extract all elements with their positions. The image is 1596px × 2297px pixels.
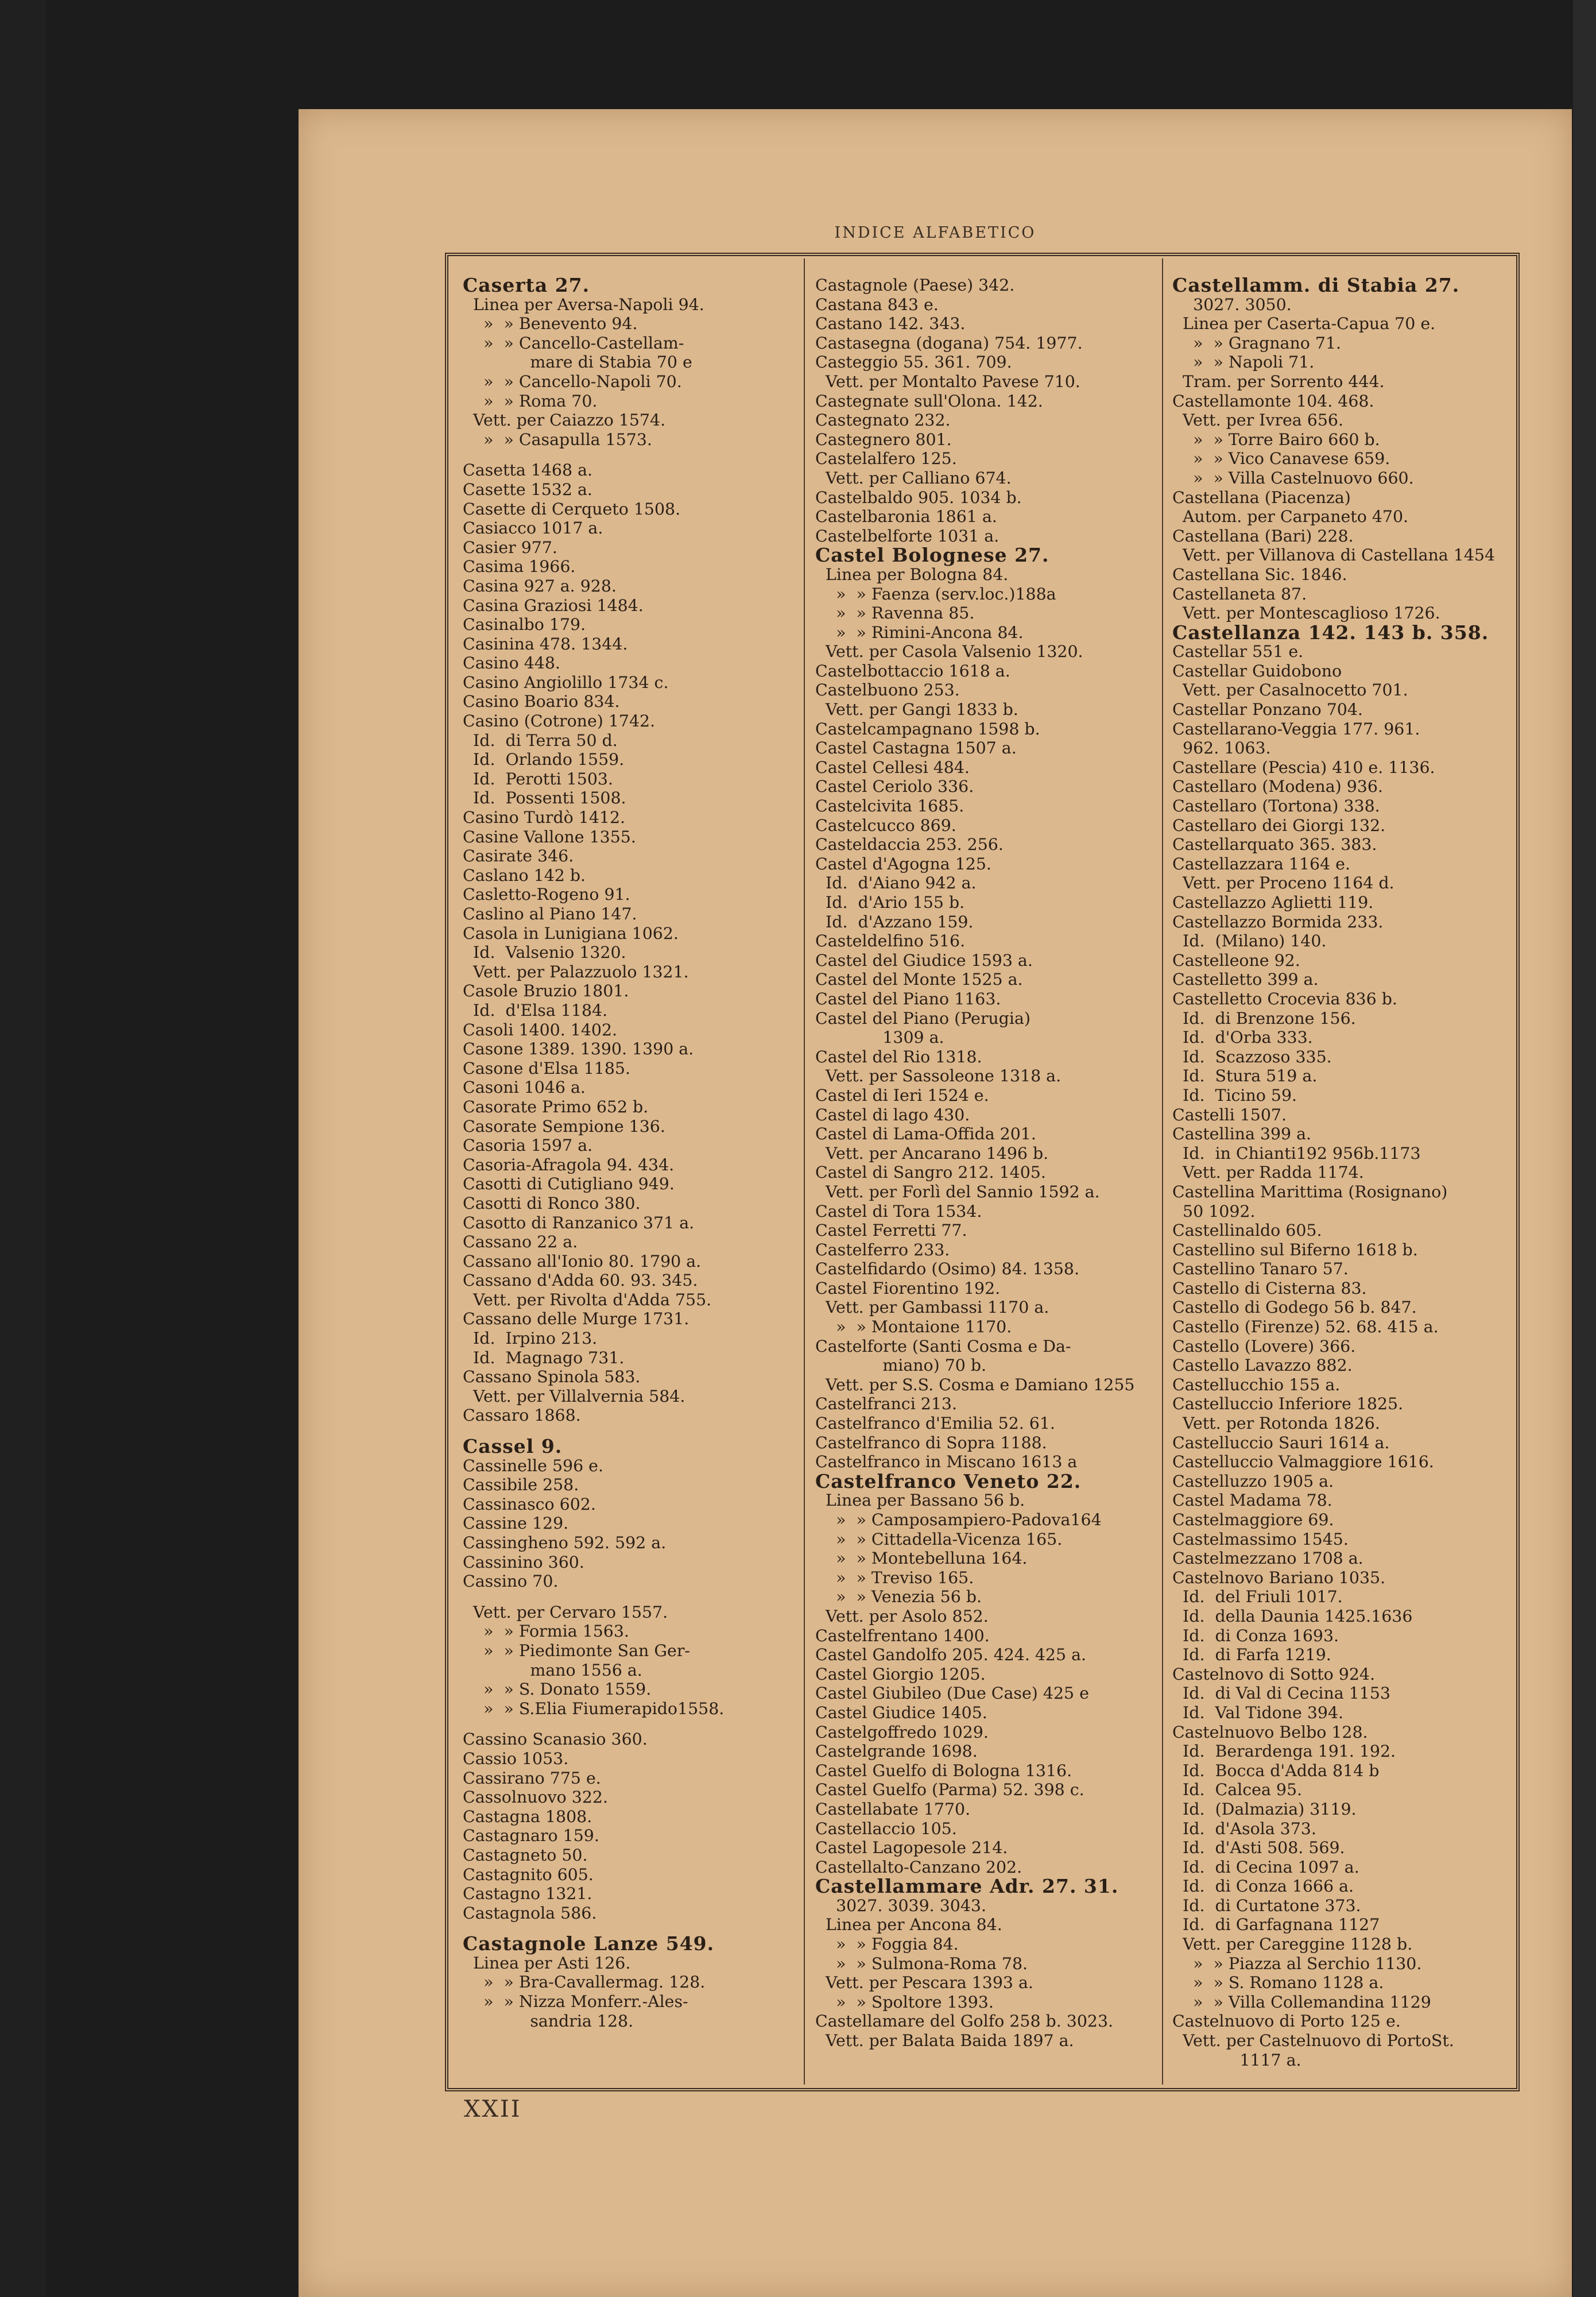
index-entry: » » S. Donato 1559. (463, 1680, 652, 1699)
index-entry: » » Napoli 71. (1172, 353, 1315, 372)
index-entry: » » Roma 70. (463, 391, 598, 411)
index-entry: Id. Val Tidone 394. (1172, 1703, 1344, 1722)
index-entry: Id. Scazzoso 335. (1172, 1047, 1332, 1066)
index-entry: Casteldaccia 253. 256. (815, 835, 1004, 854)
index-entry: Casine Vallone 1355. (463, 827, 636, 846)
index-entry: Cassinasco 602. (463, 1494, 596, 1514)
index-entry: Castellaro (Tortona) 338. (1172, 796, 1380, 816)
index-entry: Castel Madama 78. (1172, 1491, 1332, 1510)
index-entry: Castelgrande 1698. (815, 1742, 978, 1761)
index-entry: Castellazzara 1164 e. (1172, 854, 1350, 873)
index-entry: Castellina 399 a. (1172, 1124, 1312, 1144)
index-entry: Vett. per Rivolta d'Adda 755. (463, 1290, 712, 1309)
index-entry: Casier 977. (463, 537, 557, 557)
index-entry: Castelbaldo 905. 1034 b. (815, 488, 1022, 507)
index-entry: Vett. per Sassoleone 1318 a. (815, 1066, 1062, 1086)
index-entry: Castelnuovo Belbo 128. (1172, 1722, 1368, 1742)
index-entry: Vett. per Proceno 1164 d. (1172, 873, 1394, 893)
index-entry: Cassingheno 592. 592 a. (463, 1533, 667, 1552)
index-entry: » » Sulmona-Roma 78. (815, 1954, 1028, 1973)
index-entry: Castello di Cisterna 83. (1172, 1278, 1367, 1298)
index-entry: Castelalfero 125. (815, 449, 957, 469)
index-entry: Casette di Cerqueto 1508. (463, 499, 681, 519)
index-entry: Cassinelle 596 e. (463, 1456, 603, 1475)
index-entry: Castel Guelfo di Bologna 1316. (815, 1761, 1072, 1780)
index-entry: Casetta 1468 a. (463, 461, 593, 480)
index-entry: Castel Giubileo (Due Case) 425 e (815, 1684, 1089, 1703)
index-entry: Vett. per Villanova di Castellana 1454 (1172, 546, 1496, 565)
column-divider-1 (804, 258, 805, 2085)
index-entry: Vett. per Montescaglioso 1726. (1172, 604, 1440, 623)
index-entry: Cassibile 258. (463, 1475, 579, 1495)
index-entry: Vett. per Gangi 1833 b. (815, 700, 1018, 720)
index-entry: Casino Angiolillo 1734 c. (463, 672, 669, 692)
index-entry: Casotti di Ronco 380. (463, 1193, 641, 1213)
index-entry: » » Spoltore 1393. (815, 1992, 994, 2012)
index-entry: Vett. per Rotonda 1826. (1172, 1414, 1380, 1433)
index-entry: 1117 a. (1172, 2050, 1301, 2070)
index-heading: Castellammare Adr. 27. 31. (815, 1875, 1119, 1898)
index-entry: miano) 70 b. (815, 1356, 987, 1375)
background-edge-right (1573, 0, 1596, 2297)
index-entry: Id. Perotti 1503. (463, 769, 614, 788)
index-entry: Cassano delle Murge 1731. (463, 1309, 689, 1329)
index-entry: Id. di Brenzone 156. (1172, 1008, 1356, 1028)
index-entry: » » Gragnano 71. (1172, 333, 1342, 353)
index-entry: Castel Fiorentino 192. (815, 1278, 1001, 1298)
index-entry: 3027. 3039. 3043. (815, 1896, 986, 1915)
index-entry: Casorate Sempione 136. (463, 1116, 665, 1136)
index-entry: Castellucchio 155 a. (1172, 1375, 1341, 1394)
index-entry: Castel di Lama-Offida 201. (815, 1124, 1036, 1144)
index-entry: Castegnate sull'Olona. 142. (815, 391, 1043, 411)
index-entry: Vett. per Casola Valsenio 1320. (815, 642, 1083, 662)
index-entry: Casina Graziosi 1484. (463, 595, 644, 615)
index-entry: Castellabate 1770. (815, 1799, 971, 1819)
index-entry: Castelluccio Inferiore 1825. (1172, 1394, 1404, 1414)
index-entry: Id. di Val di Cecina 1153 (1172, 1684, 1390, 1703)
index-entry: Id. di Terra 50 d. (463, 730, 618, 750)
index-entry: Casette 1532 a. (463, 479, 592, 499)
index-entry: Id. (Milano) 140. (1172, 931, 1327, 951)
index-entry: Id. Possenti 1508. (463, 788, 626, 808)
index-entry: Castel del Piano (Perugia) (815, 1008, 1031, 1028)
index-entry: Vett. per Calliano 674. (815, 468, 1012, 488)
index-entry: Castellazzo Aglietti 119. (1172, 893, 1374, 912)
index-entry: Cassinino 360. (463, 1552, 584, 1572)
entry-gap (463, 1718, 801, 1730)
index-entry: Castelluzzo 1905 a. (1172, 1471, 1334, 1491)
index-entry: Casotti di Cutigliano 949. (463, 1174, 675, 1194)
index-entry: Castelfranco d'Emilia 52. 61. (815, 1414, 1055, 1433)
index-entry: Castellana (Piacenza) (1172, 488, 1351, 507)
index-entry: Castelgoffredo 1029. (815, 1722, 989, 1742)
index-column-3 (1172, 276, 1517, 2070)
index-entry: Castelcampagnano 1598 b. (815, 719, 1040, 738)
index-entry: » » Villa Castelnuovo 660. (1172, 468, 1414, 488)
index-entry: Casotto di Ranzanico 371 a. (463, 1213, 695, 1232)
index-entry: Id. Orlando 1559. (463, 750, 625, 769)
index-entry: Castellarano-Veggia 177. 961. (1172, 719, 1420, 738)
index-column-2 (815, 276, 1160, 2051)
index-entry: Castelcivita 1685. (815, 796, 964, 816)
index-entry: Casoria 1597 a. (463, 1136, 593, 1155)
index-entry: Casorate Primo 652 b. (463, 1097, 649, 1116)
index-entry: Castelnuovo di Porto 125 e. (1172, 2012, 1401, 2031)
index-entry: 50 1092. (1172, 1201, 1256, 1221)
index-entry: Id. di Conza 1693. (1172, 1626, 1339, 1645)
entry-gap (463, 1591, 801, 1603)
index-entry: Id. della Daunia 1425.1636 (1172, 1606, 1413, 1626)
index-heading: Caserta 27. (463, 276, 590, 296)
index-entry: Castelcucco 869. (815, 815, 956, 835)
index-entry: Castellaro (Modena) 936. (1172, 777, 1383, 796)
index-entry: Id. di Curtatone 373. (1172, 1896, 1361, 1915)
index-entry: Casino Boario 834. (463, 692, 620, 711)
index-entry: Castellazzo Bormida 233. (1172, 912, 1384, 931)
index-entry: Castagno 1321. (463, 1884, 592, 1904)
index-entry: Castellana (Bari) 228. (1172, 526, 1354, 546)
index-entry: Casina 927 a. 928. (463, 576, 617, 595)
index-entry: » » Cancello-Napoli 70. (463, 372, 682, 391)
index-entry: mano 1556 a. (463, 1660, 642, 1680)
index-entry: Id. di Cecina 1097 a. (1172, 1857, 1359, 1877)
index-entry: Casirate 346. (463, 846, 574, 866)
index-entry: » » Foggia 84. (815, 1935, 959, 1954)
index-entry: Castellare (Pescia) 410 e. 1136. (1172, 757, 1435, 777)
index-entry: Vett. per Forlì del Sannio 1592 a. (815, 1182, 1100, 1201)
index-entry: Castel Guelfo (Parma) 52. 398 c. (815, 1780, 1084, 1800)
index-entry: 3027. 3050. (1172, 295, 1292, 314)
index-entry: » » Camposampiero-Padova164 (815, 1510, 1102, 1529)
index-entry: Vett. per Cervaro 1557. (463, 1602, 668, 1622)
index-entry: Castelforte (Santi Cosma e Da- (815, 1336, 1071, 1356)
index-entry: Cassano all'Ionio 80. 1790 a. (463, 1251, 702, 1271)
index-entry: Castel d'Agogna 125. (815, 854, 991, 873)
index-heading: Castellamm. di Stabia 27. (1172, 276, 1460, 296)
index-entry: Castel di lago 430. (815, 1105, 970, 1124)
page-header: INDICE ALFABETICO (834, 224, 1036, 242)
index-entry: Linea per Ancona 84. (815, 1915, 1002, 1935)
index-entry: » » S.Elia Fiumerapido1558. (463, 1699, 725, 1718)
index-entry: Casima 1966. (463, 557, 576, 577)
index-entry: Castellamonte 104. 468. (1172, 391, 1374, 411)
index-entry: Castelli 1507. (1172, 1105, 1287, 1124)
index-entry: Linea per Caserta-Capua 70 e. (1172, 314, 1436, 334)
index-entry: Id. d'Ario 155 b. (815, 893, 965, 912)
index-entry: Castelbaronia 1861 a. (815, 507, 997, 527)
index-entry: Castel Giorgio 1205. (815, 1664, 986, 1684)
index-entry: Castel Castagna 1507 a. (815, 738, 1017, 758)
index-entry: » » Torre Bairo 660 b. (1172, 430, 1380, 449)
index-entry: Castel del Giudice 1593 a. (815, 950, 1033, 970)
index-entry: Castel Giudice 1405. (815, 1703, 987, 1722)
index-entry: Castellar Guidobono (1172, 661, 1342, 680)
index-entry: Castel Ceriolo 336. (815, 777, 974, 796)
index-entry: Linea per Bologna 84. (815, 564, 1009, 584)
index-entry: Id. Valsenio 1320. (463, 943, 626, 962)
index-entry: Id. d'Elsa 1184. (463, 1000, 608, 1020)
index-entry: Cassano Spinola 583. (463, 1367, 641, 1387)
background-edge-left (0, 0, 46, 2297)
index-entry: Castelmezzano 1708 a. (1172, 1549, 1363, 1568)
index-entry: 962. 1063. (1172, 738, 1271, 758)
index-entry: Castel del Piano 1163. (815, 989, 1001, 1008)
index-entry: Castel Ferretti 77. (815, 1221, 967, 1240)
index-entry: Vett. per Pescara 1393 a. (815, 1973, 1033, 1993)
index-entry: Linea per Aversa-Napoli 94. (463, 295, 704, 314)
index-entry: Id. d'Orba 333. (1172, 1028, 1313, 1047)
index-entry: Casoni 1046 a. (463, 1078, 586, 1097)
index-entry: Id. Berardenga 191. 192. (1172, 1742, 1396, 1761)
index-entry: » » Cancello-Castellam- (463, 333, 684, 353)
index-entry: Cassano d'Adda 60. 93. 345. (463, 1271, 698, 1290)
index-entry: Id. d'Asola 373. (1172, 1819, 1316, 1838)
index-entry: Castelmassimo 1545. (1172, 1529, 1349, 1549)
index-entry: » » Montaione 1170. (815, 1317, 1012, 1337)
index-entry: Castagnola 586. (463, 1903, 597, 1923)
index-entry: » » S. Romano 1128 a. (1172, 1973, 1384, 1993)
index-entry: Castelfranco di Sopra 1188. (815, 1433, 1047, 1452)
index-entry: Id. Ticino 59. (1172, 1085, 1297, 1105)
index-entry: Castelbuono 253. (815, 680, 960, 700)
index-entry: Autom. per Carpaneto 470. (1172, 507, 1409, 527)
index-entry: Castelfidardo (Osimo) 84. 1358. (815, 1259, 1079, 1279)
index-entry: Castelletto 399 a. (1172, 970, 1319, 989)
index-entry: Vett. per Palazzuolo 1321. (463, 962, 689, 981)
index-entry: Casoli 1400. 1402. (463, 1020, 618, 1039)
index-entry: Vett. per Montalto Pavese 710. (815, 372, 1080, 391)
index-entry: Castagneto 50. (463, 1845, 588, 1865)
index-column-1 (463, 276, 801, 2031)
index-entry: Caslino al Piano 147. (463, 904, 637, 923)
index-entry: Castelfrentano 1400. (815, 1626, 990, 1645)
index-entry: Castello (Firenze) 52. 68. 415 a. (1172, 1317, 1439, 1337)
index-entry: » » Casapulla 1573. (463, 430, 652, 449)
index-entry: Castelleone 92. (1172, 950, 1300, 970)
index-entry: Castel Cellesi 484. (815, 757, 970, 777)
index-entry: » » Nizza Monferr.-Ales- (463, 1992, 688, 2012)
index-entry: Casoria-Afragola 94. 434. (463, 1155, 675, 1174)
index-entry: Vett. per Balata Baida 1897 a. (815, 2031, 1074, 2051)
index-entry: Vett. per Ivrea 656. (1172, 411, 1343, 430)
index-entry: Vett. per Villalvernia 584. (463, 1386, 685, 1406)
index-entry: Castel di Sangro 212. 1405. (815, 1163, 1046, 1182)
index-entry: Casinina 478. 1344. (463, 634, 628, 653)
index-entry: Cassirano 775 e. (463, 1768, 601, 1788)
index-entry: Casino (Cotrone) 1742. (463, 711, 656, 731)
index-entry: Id. Calcea 95. (1172, 1780, 1303, 1800)
index-entry: Casone 1389. 1390. 1390 a. (463, 1039, 694, 1059)
index-entry: Castelnovo di Sotto 924. (1172, 1664, 1376, 1684)
index-entry: Id. Bocca d'Adda 814 b (1172, 1761, 1380, 1780)
index-entry: Castelnovo Bariano 1035. (1172, 1568, 1386, 1587)
index-entry: Castelferro 233. (815, 1240, 950, 1259)
entry-gap (463, 449, 801, 461)
index-entry: Linea per Bassano 56 b. (815, 1491, 1025, 1510)
index-entry: Vett. per Careggine 1128 b. (1172, 1935, 1413, 1954)
index-entry: Castellino sul Biferno 1618 b. (1172, 1240, 1418, 1259)
index-entry: Castasegna (dogana) 754. 1977. (815, 333, 1083, 353)
index-entry: Vett. per Caiazzo 1574. (463, 411, 666, 430)
index-entry: » » Ravenna 85. (815, 604, 975, 623)
index-entry: Id. di Conza 1666 a. (1172, 1877, 1354, 1896)
index-entry: Casteldelfino 516. (815, 931, 966, 951)
index-entry: Castellina Marittima (Rosignano) (1172, 1182, 1448, 1201)
index-entry: Id. d'Asti 508. 569. (1172, 1838, 1345, 1858)
index-entry: » » Rimini-Ancona 84. (815, 622, 1024, 642)
index-entry: Castellino Tanaro 57. (1172, 1259, 1349, 1279)
index-entry: » » Venezia 56 b. (815, 1587, 982, 1607)
index-entry: Castelfranci 213. (815, 1394, 958, 1414)
index-entry: Castegnato 232. (815, 411, 951, 430)
index-entry: Cassio 1053. (463, 1749, 569, 1768)
index-entry: Castellar 551 e. (1172, 642, 1304, 662)
index-entry: Casino 448. (463, 653, 560, 673)
index-entry: Id. in Chianti192 956b.1173 (1172, 1143, 1421, 1163)
index-entry: Castellarquato 365. 383. (1172, 835, 1377, 854)
index-entry: Castel di Tora 1534. (815, 1201, 982, 1221)
index-entry: Id. Irpino 213. (463, 1329, 598, 1348)
index-entry: 1309 a. (815, 1028, 944, 1047)
index-entry: » » Bra-Cavallermag. 128. (463, 1973, 706, 1992)
index-entry: Castel del Rio 1318. (815, 1047, 982, 1066)
index-entry: » » Treviso 165. (815, 1568, 974, 1587)
index-entry: Casinalbo 179. (463, 615, 586, 635)
index-entry: Caslano 142 b. (463, 865, 586, 885)
index-entry: Casteggio 55. 361. 709. (815, 353, 1012, 372)
index-entry: Castegnero 801. (815, 430, 952, 449)
index-entry: Vett. per Radda 1174. (1172, 1163, 1364, 1182)
index-entry: Castellana Sic. 1846. (1172, 564, 1347, 584)
index-entry: Cassino Scanasio 360. (463, 1730, 648, 1749)
column-divider-2 (1162, 258, 1163, 2085)
index-entry: » » Montebelluna 164. (815, 1549, 1028, 1568)
index-entry: Casletto-Rogeno 91. (463, 885, 630, 904)
index-entry: Cassine 129. (463, 1514, 569, 1533)
index-entry: Cassino 70. (463, 1572, 559, 1591)
index-entry: Castellinaldo 605. (1172, 1221, 1322, 1240)
index-entry: Castel di Ieri 1524 e. (815, 1085, 989, 1105)
index-entry: mare di Stabia 70 e (463, 353, 692, 372)
index-heading: Castel Bolognese 27. (815, 544, 1049, 567)
index-entry: » » Villa Collemandina 1129 (1172, 1992, 1431, 2012)
index-entry: Castel Lagopesole 214. (815, 1838, 1008, 1858)
index-entry: Id. Magnago 731. (463, 1348, 625, 1367)
index-entry: Castelluccio Valmaggiore 1616. (1172, 1452, 1434, 1472)
index-entry: Casola in Lunigiana 1062. (463, 923, 679, 943)
index-entry: » » Faenza (serv.loc.)188a (815, 584, 1056, 604)
index-entry: Castellaccio 105. (815, 1819, 957, 1838)
index-entry: » » Benevento 94. (463, 314, 638, 334)
index-entry: Cassano 22 a. (463, 1232, 578, 1252)
index-entry: Castel Gandolfo 205. 424. 425 a. (815, 1645, 1087, 1665)
index-entry: Vett. per Ancarano 1496 b. (815, 1143, 1049, 1163)
index-entry: Vett. per Castelnuovo di PortoSt. (1172, 2031, 1454, 2051)
index-entry: » » Vico Canavese 659. (1172, 449, 1390, 469)
index-entry: Castellar Ponzano 704. (1172, 700, 1363, 720)
index-entry: Id. (Dalmazia) 3119. (1172, 1799, 1357, 1819)
index-entry: Tram. per Sorrento 444. (1172, 372, 1385, 391)
index-heading: Cassel 9. (463, 1435, 563, 1458)
index-entry: Castana 843 e. (815, 295, 939, 314)
index-entry: Castelfranco in Miscano 1613 a (815, 1452, 1078, 1472)
index-entry: Vett. per Casalnocetto 701. (1172, 680, 1408, 700)
index-entry: Castel del Monte 1525 a. (815, 970, 1023, 989)
page-number: XXII (464, 2096, 522, 2122)
index-entry: Vett. per Asolo 852. (815, 1606, 989, 1626)
index-entry: Casone d'Elsa 1185. (463, 1058, 631, 1078)
index-entry: Castello Lavazzo 882. (1172, 1356, 1353, 1375)
index-entry: » » Piedimonte San Ger- (463, 1641, 691, 1660)
index-entry: Castelbelforte 1031 a. (815, 526, 1000, 546)
index-entry: Castellalto-Canzano 202. (815, 1857, 1022, 1877)
index-entry: Castellaneta 87. (1172, 584, 1307, 604)
index-entry: Id. di Farfa 1219. (1172, 1645, 1331, 1665)
index-entry: Castagnole (Paese) 342. (815, 276, 1015, 295)
index-entry: Castellamare del Golfo 258 b. 3023. (815, 2012, 1114, 2031)
index-entry: Linea per Asti 126. (463, 1953, 631, 1973)
index-entry: sandria 128. (463, 2011, 634, 2031)
index-entry: Id. del Friuli 1017. (1172, 1587, 1343, 1607)
index-entry: Castagna 1808. (463, 1807, 592, 1826)
index-entry: Cassolnuovo 322. (463, 1788, 608, 1807)
index-entry: » » Cittadella-Vicenza 165. (815, 1529, 1063, 1549)
index-entry: Castagnaro 159. (463, 1826, 599, 1846)
index-entry: Castello di Godego 56 b. 847. (1172, 1298, 1417, 1317)
index-entry: Vett. per Gambassi 1170 a. (815, 1298, 1049, 1317)
index-heading: Castagnole Lanze 549. (463, 1932, 715, 1955)
index-entry: Castelmaggiore 69. (1172, 1510, 1334, 1529)
index-entry: Vett. per S.S. Cosma e Damiano 1255 (815, 1375, 1135, 1394)
index-entry: Id. d'Aiano 942 a. (815, 873, 977, 893)
index-entry: Castelbottaccio 1618 a. (815, 661, 1010, 680)
index-entry: Id. di Garfagnana 1127 (1172, 1915, 1380, 1935)
index-entry: Castano 142. 343. (815, 314, 966, 334)
index-entry: Castelluccio Sauri 1614 a. (1172, 1433, 1390, 1452)
index-entry: Id. d'Azzano 159. (815, 912, 974, 931)
index-entry: Id. Stura 519 a. (1172, 1066, 1318, 1086)
index-heading: Castellanza 142. 143 b. 358. (1172, 621, 1489, 644)
index-entry: Casiacco 1017 a. (463, 519, 603, 538)
index-entry: Castelletto Croceviа 836 b. (1172, 989, 1397, 1008)
index-entry: Casino Turdò 1412. (463, 808, 626, 827)
index-entry: » » Piazza al Serchio 1130. (1172, 1954, 1422, 1973)
index-entry: Cassaro 1868. (463, 1406, 581, 1425)
index-entry: Castellaro dei Giorgi 132. (1172, 815, 1386, 835)
index-entry: Castello (Lovere) 366. (1172, 1336, 1356, 1356)
index-entry: » » Formia 1563. (463, 1622, 629, 1641)
index-entry: Castagnito 605. (463, 1865, 594, 1884)
index-entry: Casole Bruzio 1801. (463, 981, 629, 1001)
index-heading: Castelfranco Veneto 22. (815, 1470, 1082, 1492)
